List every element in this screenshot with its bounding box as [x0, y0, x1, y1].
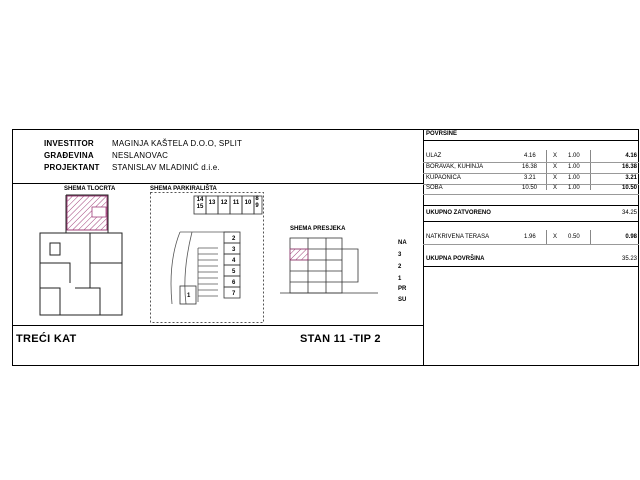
- level-pr: PR: [398, 286, 407, 292]
- row-line-4: [423, 194, 639, 195]
- row-ulaz-total: 4.16: [625, 153, 637, 159]
- section-highlight: [290, 249, 308, 260]
- row-line-1: [423, 162, 639, 163]
- row-boravak-x: X: [553, 164, 558, 170]
- parking-spot-2: 2: [232, 236, 236, 242]
- parking-spot-6: 6: [232, 280, 236, 286]
- parking-spot-12: 12: [220, 200, 228, 206]
- areas-title: POVRŠINE: [426, 131, 458, 137]
- parking-spot-11: 11: [232, 200, 240, 206]
- footer-divider: [12, 325, 423, 326]
- terrace-area: [92, 207, 106, 217]
- parking-scheme: [150, 192, 265, 324]
- row-kupaonica-name: KUPAONICA: [426, 175, 461, 181]
- terrace-total: 0.98: [625, 234, 637, 240]
- scheme-presjek-label: SHEMA PRESJEKA: [290, 226, 346, 232]
- terrace-factor: 0.50: [568, 234, 580, 240]
- floor-label: TREĆI KAT: [16, 333, 77, 345]
- parking-spot-7: 7: [232, 291, 236, 297]
- row-ulaz-factor: 1.00: [568, 153, 580, 159]
- projektant-label: PROJEKTANT: [44, 163, 100, 172]
- level-na: NA: [398, 240, 407, 246]
- col-divider-4: [590, 230, 591, 244]
- floor-plan-drawing: [30, 193, 130, 318]
- parking-spot-8-9: 8 9: [255, 196, 259, 209]
- level-su: SU: [398, 297, 407, 303]
- row-boravak-total: 16.38: [621, 164, 637, 170]
- grand-bottom-line: [423, 266, 639, 267]
- row-ulaz-name: ULAZ: [426, 153, 442, 159]
- level-3: 3: [398, 252, 402, 258]
- areas-title-line: [423, 140, 639, 141]
- investitor-value: MAGINJA KAŠTELA D.O.O, SPLIT: [112, 139, 243, 148]
- parking-spot-1: 1: [187, 293, 191, 299]
- scheme-parking-label: SHEMA PARKIRALIŠTA: [150, 186, 217, 192]
- row-soba-name: SOBA: [426, 185, 443, 191]
- grand-label: UKUPNA POVRŠINA: [426, 256, 485, 262]
- row-ulaz-x: X: [553, 153, 558, 159]
- scheme-tlocrt-label: SHEMA TLOCRTA: [64, 186, 116, 192]
- row-soba-factor: 1.00: [568, 185, 580, 191]
- gradevina-value: NESLANOVAC: [112, 151, 169, 160]
- parking-spot-14-15: 14 15: [196, 197, 204, 210]
- row-soba-x: X: [553, 185, 558, 191]
- closed-label: UKUPNO ZATVORENO: [426, 210, 491, 216]
- row-kupaonica-total: 3.21: [625, 175, 637, 181]
- row-boravak-factor: 1.00: [568, 164, 580, 170]
- terrace-name: NATKRIVENA TERASA: [426, 234, 490, 240]
- section-scheme: [280, 230, 380, 300]
- closed-bottom-line: [423, 221, 639, 222]
- investitor-label: INVESTITOR: [44, 139, 94, 148]
- row-boravak-name: BORAVAK, KUHINJA: [426, 164, 484, 170]
- grand-total: 35.23: [621, 256, 637, 262]
- row-kupaonica-area: 3.21: [524, 175, 536, 181]
- parking-spot-5: 5: [232, 269, 236, 275]
- row-soba-area: 10.50: [522, 185, 538, 191]
- parking-spot-3: 3: [232, 247, 236, 253]
- row-ulaz-area: 4.16: [524, 153, 536, 159]
- closed-top-line: [423, 205, 639, 206]
- unit-label: STAN 11 -TIP 2: [300, 333, 381, 345]
- header-divider: [12, 183, 423, 184]
- parking-spot-10: 10: [244, 200, 252, 206]
- row-boravak-area: 16.38: [522, 164, 538, 170]
- terrace-x: X: [553, 234, 558, 240]
- terrace-area: 1.96: [524, 234, 536, 240]
- level-1: 1: [398, 276, 402, 282]
- gradevina-label: GRAĐEVINA: [44, 151, 94, 160]
- projektant-value: STANISLAV MLADINIĆ d.i.e.: [112, 163, 220, 172]
- table-divider: [423, 129, 424, 366]
- parking-spot-13: 13: [208, 200, 216, 206]
- col-divider-3: [546, 230, 547, 244]
- level-2: 2: [398, 264, 402, 270]
- row-line-2: [423, 173, 639, 174]
- parking-spot-4: 4: [232, 258, 236, 264]
- row-soba-total: 10.50: [621, 185, 637, 191]
- closed-total: 34.25: [621, 210, 637, 216]
- row-kupaonica-factor: 1.00: [568, 175, 580, 181]
- terrace-bottom-line: [423, 244, 639, 245]
- row-kupaonica-x: X: [553, 175, 558, 181]
